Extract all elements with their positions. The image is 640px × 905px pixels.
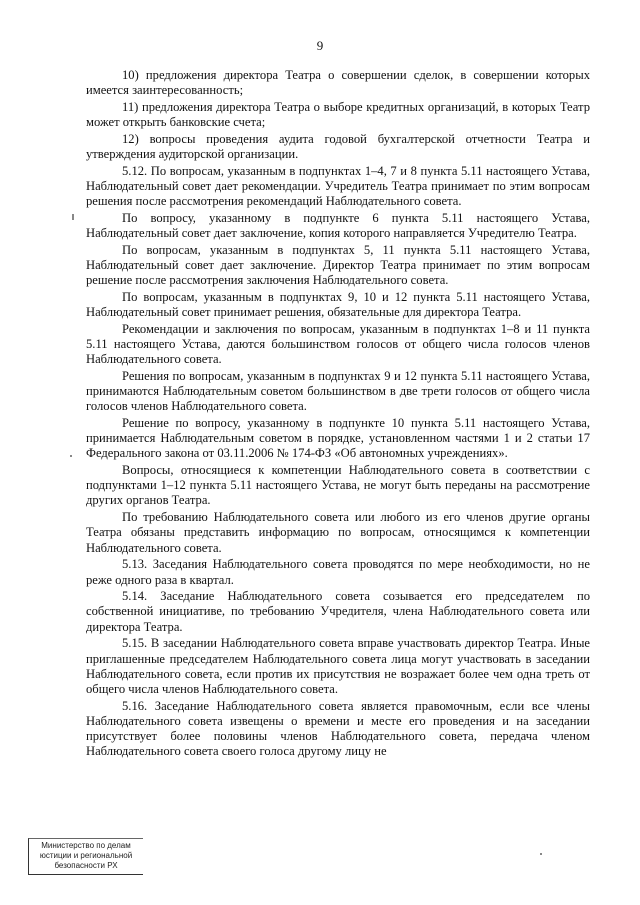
paragraph-subitems-5-11: По вопросам, указанным в подпунктах 5, 11 пункта 5.11 настоящего Устава, Наблюдательный совет дает заключение. Директор Театра принимает по этим вопросам решение после рассмотрения заключения Наблюдательного совета. <box>86 242 590 288</box>
paragraph-item-10: 10) предложения директора Театра о совершении сделок, в совершении которых имеется заинтересованность; <box>86 68 590 98</box>
paragraph-competence: Вопросы, относящиеся к компетенции Наблюдательного совета в соответствии с подпунктами 1–12 пункта 5.11 настоящего Устава, не могут быть переданы на рассмотрение других органов Театра. <box>86 463 590 508</box>
paragraph-item-12: 12) вопросы проведения аудита годовой бухгалтерской отчетности Театра и утверждения аудиторской организации. <box>86 131 590 162</box>
paragraph-recommendations: Рекомендации и заключения по вопросам, указанным в подпунктах 1–8 и 11 пункта 5.11 настоящего Устава, даются большинством голосов от общего числа голосов членов Наблюдательного совета. <box>86 321 590 367</box>
paragraph-decision-10: Решение по вопросу, указанному в подпункте 10 пункта 5.11 настоящего Устава, принимается Наблюдательным советом в порядке, установленном частями 1 и 2 статьи 17 Федерального закона от 03.11.2006 № 174-ФЗ «Об автономных учреждениях». <box>86 415 590 461</box>
paragraph-5-12: 5.12. По вопросам, указанным в подпунктах 1–4, 7 и 8 пункта 5.11 настоящего Устава, Наблюдательный совет дает рекомендации. Учредитель Театра принимает по этим вопросам решения после рассмотрения рекомендаций Наблюдательного совета. <box>86 163 590 209</box>
ministry-stamp <box>28 838 143 875</box>
paragraph-5-15: 5.15. В заседании Наблюдательного совета вправе участвовать директор Театра. Иные приглашенные председателем Наблюдательного совета лица могут участвовать в заседании Наблюдательного совета, если против их присутствия не возражает более чем одна треть от общего числа членов Наблюдательного совета. <box>86 636 590 696</box>
scan-artifact-mark <box>72 214 74 220</box>
stamp-line-3: безопасности РХ <box>54 861 118 870</box>
paragraph-5-14: 5.14. Заседание Наблюдательного совета созывается его председателем по собственной инициативе, по требованию Учредителя, члена Наблюдательного совета или директора Театра. <box>86 589 590 634</box>
document-body <box>86 68 590 761</box>
paragraph-item-11: 11) предложения директора Театра о выборе кредитных организаций, в которых Театр может открыть банковские счета; <box>86 99 590 130</box>
stamp-line-1: Министерство по делам <box>41 841 131 850</box>
paragraph-subitem-6: По вопросу, указанному в подпункте 6 пункта 5.11 настоящего Устава, Наблюдательный совет дает заключение, копия которого направляется Учредителю Театра. <box>86 210 590 241</box>
paragraph-subitems-9-10-12: По вопросам, указанным в подпунктах 9, 10 и 12 пункта 5.11 настоящего Устава, Наблюдательный совет принимает решения, обязательные для директора Театра. <box>86 289 590 320</box>
scan-artifact-mark <box>540 853 542 855</box>
scan-artifact-mark <box>70 455 72 457</box>
paragraph-information-request: По требованию Наблюдательного совета или любого из его членов другие органы Театра обязаны представить информацию по вопросам, относящимся к компетенции Наблюдательного совета. <box>86 510 590 555</box>
paragraph-5-16: 5.16. Заседание Наблюдательного совета является правомочным, если все члены Наблюдательного совета извещены о времени и месте его проведения и на заседании присутствует более половины членов Наблюдательного совета, передача членом Наблюдательного совета своего голоса другому лицу не <box>86 698 590 759</box>
paragraph-decisions-9-12: Решения по вопросам, указанным в подпунктах 9 и 12 пункта 5.11 настоящего Устава, принимаются Наблюдательным советом большинством в две трети голосов от общего числа голосов членов Наблюдательного совета. <box>86 368 590 414</box>
stamp-line-2: юстиции и региональной <box>39 851 133 860</box>
page-number: 9 <box>316 38 324 53</box>
paragraph-5-13: 5.13. Заседания Наблюдательного совета проводятся по мере необходимости, но не реже одного раза в квартал. <box>86 557 590 587</box>
